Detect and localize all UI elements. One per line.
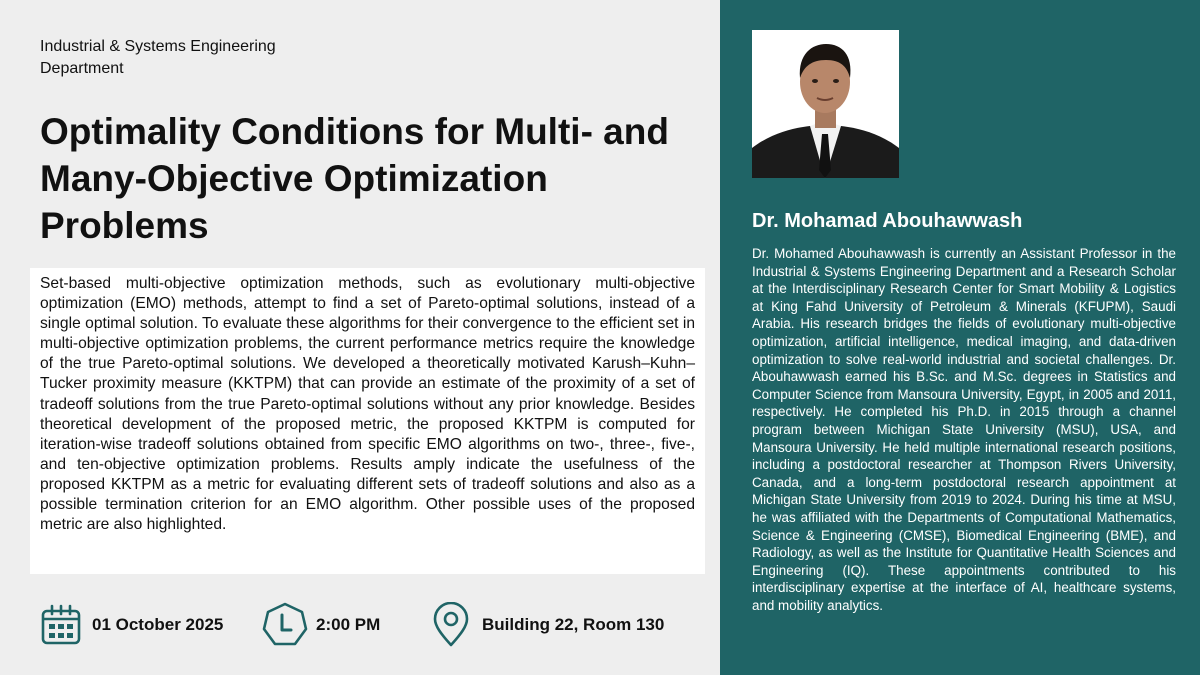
speaker-panel [720,0,1200,675]
event-time [262,600,380,650]
calendar-icon [38,602,84,648]
event-date-text: 01 October 2025 [92,615,224,634]
abstract-box [30,268,705,574]
location-pin-icon [428,602,474,648]
talk-title: Optimality Conditions for Multi- and Many-Objective Optimization Problems [40,111,669,246]
speaker-bio: Dr. Mohamed Abouhawwash is currently an Assistant Professor in the Industrial & Systems Engineering Department and a Research Scholar at the Interdisciplinary Research Center for Smart Mobility & Logistics at King Fahd University of Petroleum & Minerals (KFUPM), Saudi Arabia. His research bridges the fields of evolutionary multi-objective optimization, artificial intelligence, medical imaging, and data-driven optimization to solve real-world industrial and societal challenges. Dr. Abouhawwash earned his B.Sc. and M.Sc. degrees in Statistics and Computer Science from Mansoura University, Egypt, in 2005 and 2011, respectively. He completed his Ph.D. in 2015 through a channel program between Michigan State University (MSU), USA, and Mansoura University. He held multiple international research positions, including a postdoctoral researcher at Thompson Rivers University, Canada, and a long-term postdoctoral research appointment at Michigan State University from 2019 to 2024. During his time at MSU, he was affiliated with the Departments of Computational Mathematics, Science & Engineering (CMSE), Biomedical Engineering (BME), and Radiology, as well as the Institute for Quantitative Health Sciences and Engineering (IQ). These appointments contributed to his interdisciplinary expertise at the interface of AI, healthcare systems, and mobility analytics. [752,246,1176,613]
abstract-text: Set-based multi-objective optimization methods, such as evolutionary multi-objective optimization (EMO) methods, attempt to find a set of Pareto-optimal solutions, instead of a single optimal solution. To evaluate these algorithms for their convergence to the efficient set in multi-objective optimization problems, the current performance metrics require the knowledge of the true Pareto-optimal solutions. We developed a theoretically motivated Karush–Kuhn–Tucker proximity measure (KKTPM) that can provide an estimate of the proximity of a set of tradeoff solutions from the true Pareto-optimal solutions without any prior knowledge. Besides theoretical development of the proposed metric, the proposed KKTPM is computed for iteration-wise tradeoff solutions obtained from specific EMO algorithms on two-, three-, five-, and ten-objective optimization problems. Results amply indicate the usefulness of the proposed KKTPM as a metric for evaluating different sets of tradeoff solutions and also as a possible termination criterion for an EMO algorithm. Other possible uses of the proposed metric are also highlighted. [40,275,695,534]
clock-icon [262,602,308,648]
speaker-photo [752,30,899,178]
event-date [38,600,223,650]
event-location-text: Building 22, Room 130 [482,615,665,634]
department-label: Industrial & Systems Engineering Department [40,38,276,77]
event-time-text: 2:00 PM [316,615,381,634]
speaker-name: Dr. Mohamad Abouhawwash [752,210,1023,232]
event-location [428,600,664,650]
